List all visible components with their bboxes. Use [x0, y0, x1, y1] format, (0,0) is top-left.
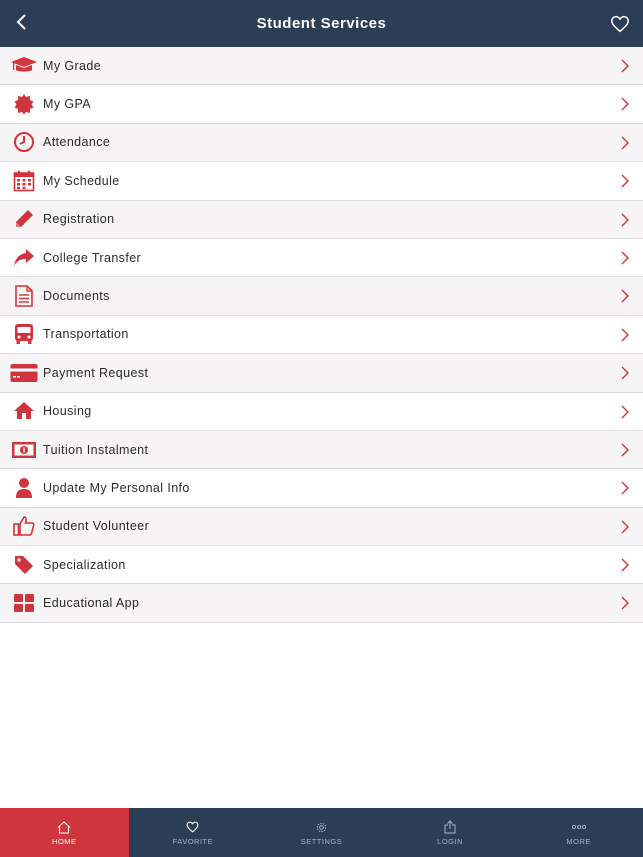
tab-label: FAVORITE	[172, 837, 214, 846]
tab-favorite[interactable]	[129, 808, 258, 857]
list-item-my-gpa[interactable]	[0, 85, 643, 123]
services-list	[0, 47, 643, 623]
list-item-documents[interactable]	[0, 277, 643, 315]
list-item-label: Attendance	[43, 135, 111, 150]
list-item-label: My Grade	[43, 58, 102, 73]
list-item-registration[interactable]	[0, 201, 643, 239]
chevron-right-icon	[619, 173, 631, 189]
list-item-label: Update My Personal Info	[43, 480, 190, 495]
tab-settings[interactable]	[257, 808, 386, 857]
chevron-right-icon	[619, 404, 631, 420]
tab-bar	[0, 808, 643, 857]
money-icon	[11, 441, 37, 459]
list-item-housing[interactable]	[0, 393, 643, 431]
list-item-label: Tuition Instalment	[43, 442, 149, 457]
page-title: Student Services	[256, 15, 387, 32]
list-item-label: Payment Request	[43, 365, 149, 380]
list-item-label: Registration	[43, 212, 115, 227]
chevron-right-icon	[619, 327, 631, 343]
list-item-label: College Transfer	[43, 250, 142, 265]
list-item-college-transfer[interactable]	[0, 239, 643, 277]
chevron-right-icon	[619, 519, 631, 535]
pencil-icon	[14, 209, 34, 229]
chevron-right-icon	[619, 135, 631, 151]
tag-icon	[14, 555, 34, 575]
list-item-tuition-instalment[interactable]	[0, 431, 643, 469]
chevron-right-icon	[619, 58, 631, 74]
list-item-attendance[interactable]	[0, 124, 643, 162]
user-icon	[15, 477, 33, 499]
list-item-label: Specialization	[43, 557, 126, 572]
more-icon	[571, 824, 587, 830]
tab-label: SETTINGS	[300, 837, 343, 846]
list-item-label: Educational App	[43, 596, 140, 611]
chevron-right-icon	[619, 365, 631, 381]
document-icon	[14, 285, 34, 307]
chevron-right-icon	[619, 442, 631, 458]
upload-icon	[444, 820, 456, 834]
chevron-right-icon	[619, 250, 631, 266]
heart-icon	[610, 15, 630, 33]
chevron-right-icon	[619, 595, 631, 611]
tab-label: LOGIN	[437, 837, 463, 846]
gear-icon	[315, 821, 328, 834]
graduation-cap-icon	[10, 56, 38, 76]
list-item-specialization[interactable]	[0, 546, 643, 584]
nav-header	[0, 0, 643, 47]
list-item-educational-app[interactable]	[0, 584, 643, 622]
chevron-right-icon	[619, 96, 631, 112]
favorite-button[interactable]	[605, 9, 635, 39]
home-icon	[13, 401, 35, 421]
list-item-payment-request[interactable]	[0, 354, 643, 392]
chevron-right-icon	[619, 212, 631, 228]
back-button[interactable]	[8, 8, 36, 36]
list-item-update-personal-info[interactable]	[0, 469, 643, 507]
tab-more[interactable]	[514, 808, 643, 857]
grid-icon	[13, 593, 35, 613]
list-item-label: My Schedule	[43, 173, 120, 188]
chevron-right-icon	[619, 480, 631, 496]
home-icon	[57, 821, 71, 834]
tab-label: HOME	[52, 837, 77, 846]
list-item-label: Documents	[43, 289, 110, 304]
list-item-my-grade[interactable]	[0, 47, 643, 85]
chevron-right-icon	[619, 557, 631, 573]
list-item-transportation[interactable]	[0, 316, 643, 354]
list-item-label: Transportation	[43, 327, 129, 342]
chevron-left-icon	[15, 13, 29, 31]
bus-icon	[14, 323, 34, 345]
share-arrow-icon	[13, 248, 35, 268]
calendar-icon	[13, 170, 35, 192]
chevron-right-icon	[619, 288, 631, 304]
list-item-label: Student Volunteer	[43, 519, 150, 534]
thumbs-up-icon	[13, 515, 35, 537]
list-item-label: My GPA	[43, 97, 92, 112]
clock-icon	[13, 131, 35, 153]
list-item-student-volunteer[interactable]	[0, 508, 643, 546]
list-item-my-schedule[interactable]	[0, 162, 643, 200]
list-item-label: Housing	[43, 404, 92, 419]
tab-login[interactable]	[386, 808, 515, 857]
credit-card-icon	[10, 363, 38, 383]
tab-label: MORE	[566, 837, 591, 846]
badge-icon	[13, 93, 35, 115]
tab-home[interactable]	[0, 808, 129, 857]
heart-icon	[186, 821, 199, 833]
